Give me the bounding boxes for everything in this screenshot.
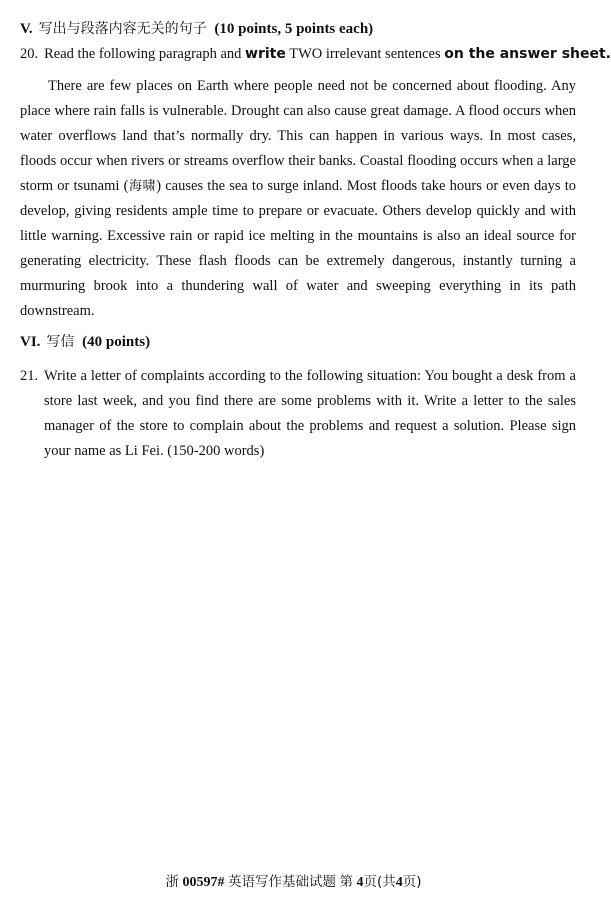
section-v-number: V. bbox=[20, 21, 33, 37]
question-20-instruction bbox=[20, 46, 611, 63]
instruction-write: write bbox=[245, 46, 286, 62]
footer-code: 00597# bbox=[182, 875, 225, 890]
section-vi-number: VI. bbox=[20, 334, 41, 350]
footer-title: 英语写作基础试题 bbox=[227, 874, 336, 890]
section-v-heading bbox=[20, 18, 373, 38]
question-20-number: 20. bbox=[20, 46, 39, 62]
instruction-text-b: TWO irrelevant sentences bbox=[285, 46, 445, 62]
instruction-text-a: Read the following paragraph and bbox=[44, 46, 246, 62]
footer-page-label-a: 第 bbox=[339, 874, 353, 890]
question-21-text: Write a letter of complaints according to the following situation: You bought a desk from a store last week, and you find there are some problems with it. Write a letter to the sales manager of the store to complain about the problems and request a solution. Please sign your name as Li Fei. (150-200 words) bbox=[44, 368, 576, 459]
section-vi-title: 写信 bbox=[46, 334, 75, 350]
section-v-title: 写出与段落内容无关的句子 bbox=[38, 21, 207, 37]
footer-page-label-b: 页(共 bbox=[363, 874, 396, 890]
paragraph-chinese-gloss: 海啸 bbox=[128, 179, 157, 194]
paragraph-text-a: There are few places on Earth where people need not be concerned about flooding. Any place where rain falls is vulnerable. Drought can also cause great damage. A flood occurs when water overflows land that’s normally dry. This can happen in various ways. In most cases, floods occur when rivers or streams overflow their banks. Coastal flooding occurs when a large storm or tsunami ( bbox=[20, 78, 576, 194]
paragraph-text-b: ) causes the sea to surge inland. Most floods take hours or even days to develop, giving residents ample time to prepare or evacuate. Others develop quickly and with little warning. Excessive rain or rapid ice melting in the mountains is also an ideal source for generating electricity. These flash floods can be extremely dangerous, instantly turning a murmuring brook into a thundering wall of water and sweeping everything in its path downstream. bbox=[20, 178, 576, 319]
footer-page-total: 4 bbox=[395, 875, 403, 890]
section-vi-heading bbox=[20, 331, 150, 351]
question-20-paragraph bbox=[20, 74, 576, 324]
footer-page-number: 4 bbox=[356, 875, 364, 890]
section-v-points: (10 points, 5 points each) bbox=[214, 21, 374, 37]
page-footer bbox=[0, 870, 587, 891]
question-21-number: 21. bbox=[20, 368, 39, 384]
instruction-answer-sheet: on the answer sheet. bbox=[444, 46, 611, 62]
question-21 bbox=[20, 364, 576, 464]
footer-page-label-c: 页) bbox=[402, 874, 422, 890]
footer-prefix: 浙 bbox=[165, 874, 179, 890]
section-vi-points: (40 points) bbox=[82, 334, 151, 350]
